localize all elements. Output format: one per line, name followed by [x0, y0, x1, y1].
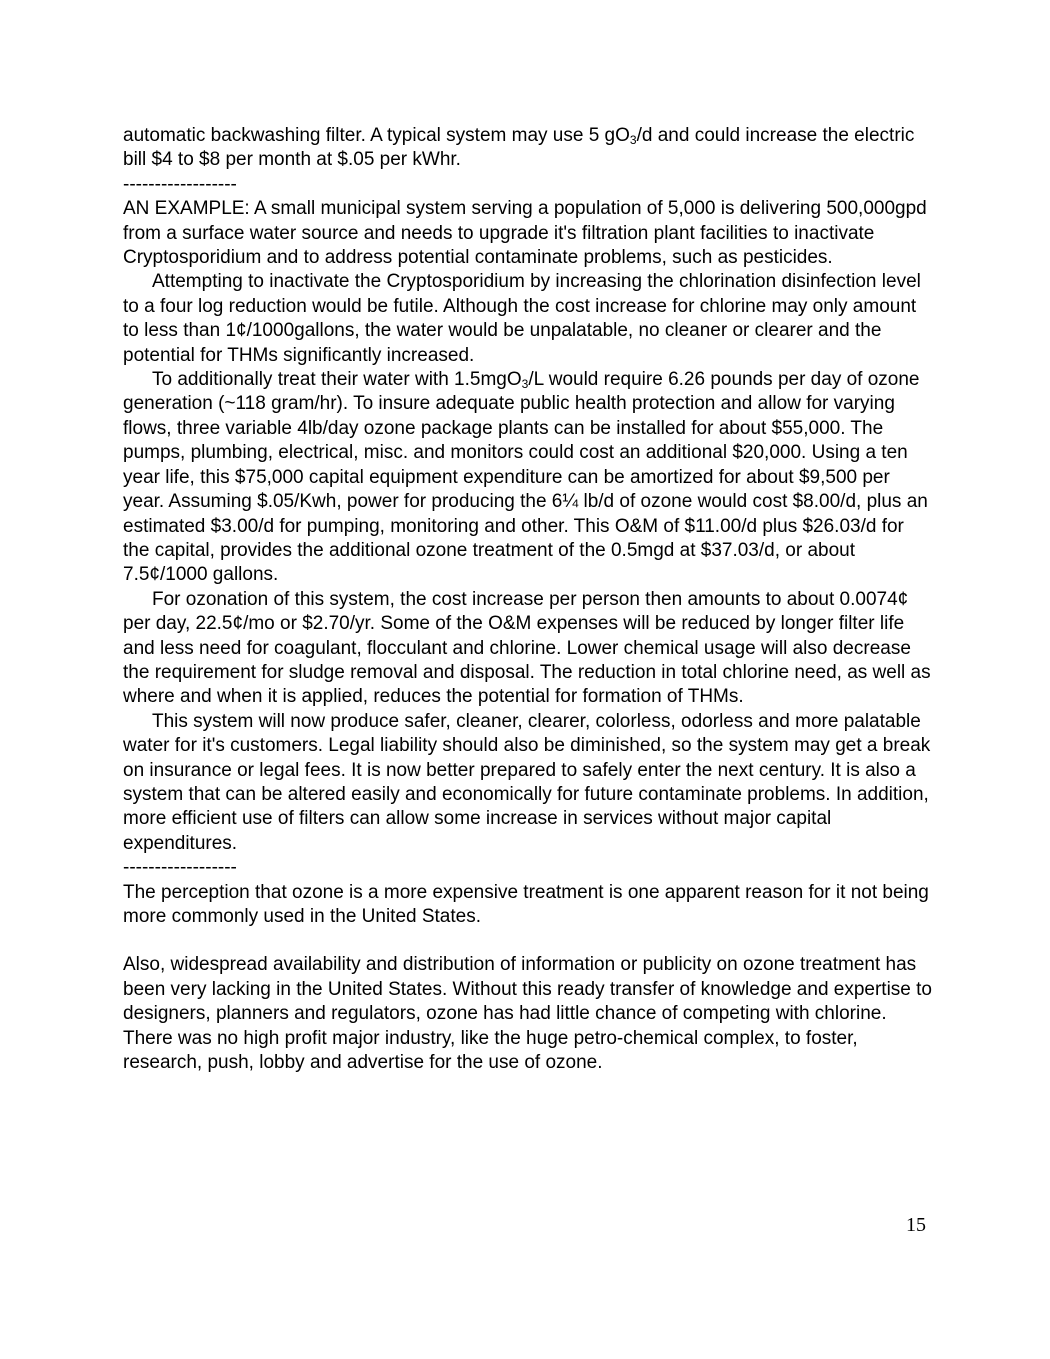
- paragraph-gap: [123, 929, 933, 953]
- separator-line: ------------------: [123, 173, 237, 195]
- paragraph-chlorination: Attempting to inactivate the Cryptosporidium by increasing the chlorination disinfection level to a four log reduction would be futile. Although the cost increase for chlorine may only amount to less than 1¢/1000gallons, the water would be unpalatable, no cleaner or clearer and the potential for THMs significantly increased.: [123, 271, 921, 366]
- paragraph-perception: The perception that ozone is a more expensive treatment is one apparent reason for it not being more commonly used in the United States.: [123, 881, 929, 927]
- paragraph-ozone-costs: [123, 368, 933, 588]
- subscript: 3: [521, 377, 529, 392]
- document-body: [123, 124, 933, 1075]
- text-run: /L would require 6.26 pounds per day of ozone generation (~118 gram/hr). To insure adequate public health protection and allow for varying flows, three variable 4lb/day ozone package plants can be installed for about $55,000. The pumps, plumbing, electrical, misc. and monitors could cost an additional $20,000. Using a ten year life, this $75,000 capital equipment expenditure can be amortized for about $9,500 per year. Assuming $.05/Kwh, power for producing the 6¼ lb/d of ozone would cost $8.00/d, plus an estimated $3.00/d for pumping, monitoring and other. This O&M of $11.00/d plus $26.03/d for the capital, provides the additional ozone treatment of the 0.5mgd at $37.03/d, or about 7.5¢/1000 gallons.: [123, 369, 928, 586]
- subscript: 3: [629, 133, 637, 147]
- text-run: To additionally treat their water with 1.5mgO: [152, 369, 522, 391]
- page-number: 15: [906, 1214, 926, 1236]
- separator-line: ------------------: [123, 857, 237, 879]
- paragraph-backwash-filter: [123, 124, 933, 173]
- text-run: /d and could increase the electric bill $4 to $8 per month at $.05 per kWhr.: [123, 125, 915, 171]
- paragraph-benefits: This system will now produce safer, cleaner, clearer, colorless, odorless and more palatable water for it's customers. Legal liability should also be diminished, so the system may get a break on insurance or legal fees. It is now better prepared to safely enter the next century. It is also a system that can be altered easily and economically for future contaminate problems. In addition, more efficient use of filters can allow some increase in services without major capital expenditures.: [123, 710, 931, 854]
- paragraph-publicity: Also, widespread availability and distribution of information or publicity on ozone treatment has been very lacking in the United States. Without this ready transfer of knowledge and expertise to designers, planners and regulators, ozone has had little chance of competing with chlorine. There was no high profit major industry, like the huge petro-chemical complex, to foster, research, push, lobby and advertise for the use of ozone.: [123, 954, 933, 1074]
- paragraph-cost-per-person: For ozonation of this system, the cost increase per person then amounts to about 0.0074¢ per day, 22.5¢/mo or $2.70/yr. Some of the O&M expenses will be reduced by longer filter life and less need for coagulant, flocculant and chlorine. Lower chemical usage will also decrease the requirement for sludge removal and disposal. The reduction in total chlorine need, as well as where and when it is applied, reduces the potential for formation of THMs.: [123, 588, 931, 708]
- paragraph-example-intro: AN EXAMPLE: A small municipal system serving a population of 5,000 is delivering 500,000gpd from a surface water source and needs to upgrade it's filtration plant facilities to inactivate Cryptosporidium and to address potential contaminate problems, such as pesticides.: [123, 198, 927, 269]
- text-run: automatic backwashing filter. A typical system may use 5 gO: [123, 125, 630, 146]
